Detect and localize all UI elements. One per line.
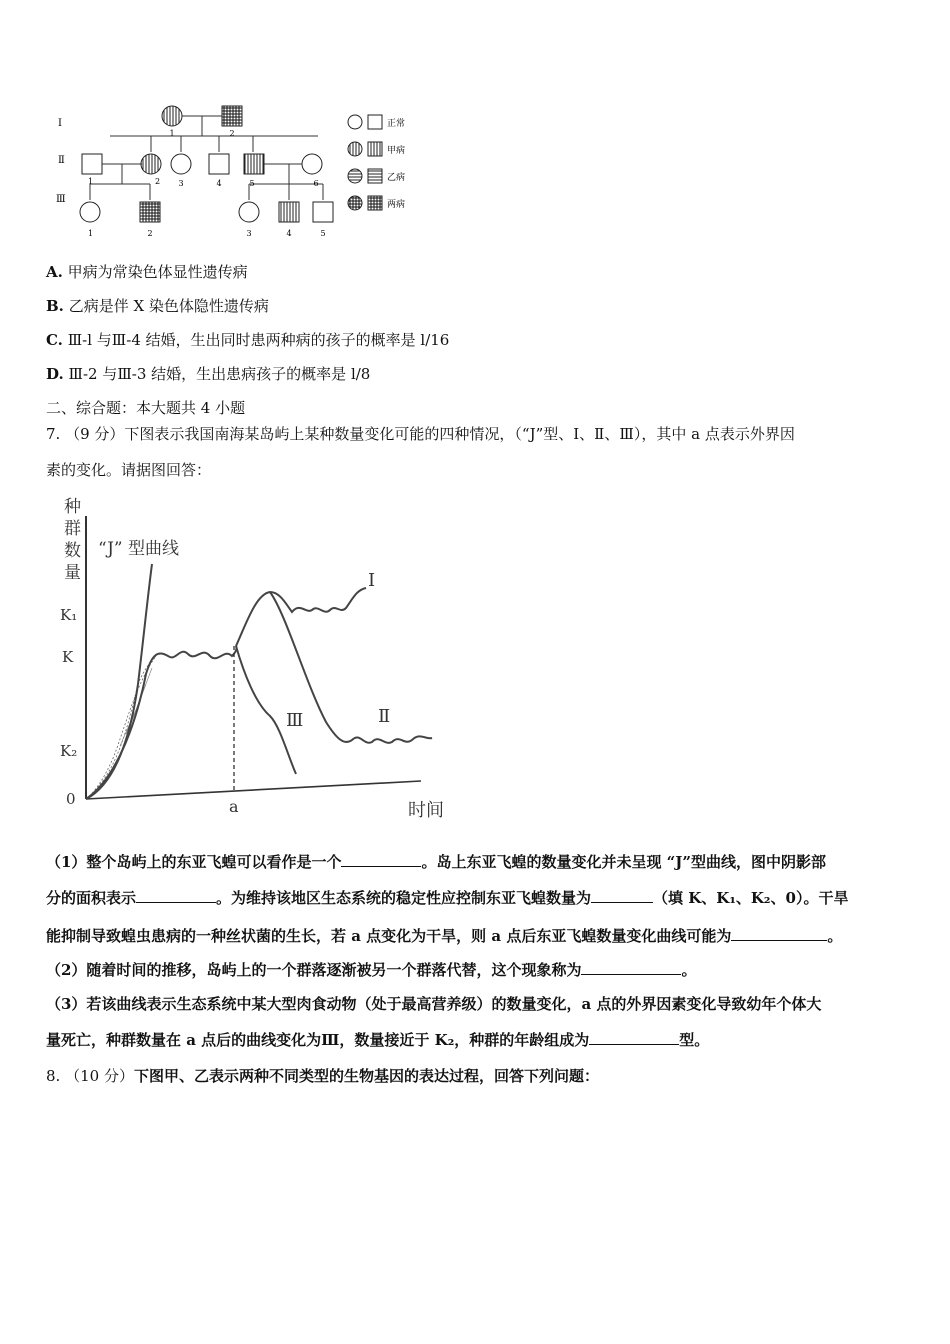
blank-1[interactable] [341, 852, 421, 867]
num-II3: 3 [178, 179, 184, 188]
legend-a-female-icon [348, 142, 362, 156]
option-c-text: Ⅲ-l 与Ⅲ-4 结婚，生出同时患两种病的孩子的概率是 l/16 [67, 331, 450, 349]
q7-intro-line1 [46, 424, 795, 444]
q7-p3-c: 型。 [679, 1031, 710, 1049]
num-III4: 4 [286, 229, 292, 238]
num-II5: 5 [249, 179, 255, 188]
curve-3-label: Ⅲ [286, 710, 304, 731]
legend-a-label: 甲病 [387, 146, 406, 156]
curve-j-label: “J” 型曲线 [98, 539, 179, 559]
curve-s [86, 646, 237, 799]
population-chart [56, 494, 456, 824]
option-b [46, 296, 269, 316]
q7-p3-line2 [46, 1030, 709, 1050]
q7-intro-2: 素的变化。请据图回答： [46, 461, 212, 479]
x-axis [86, 781, 421, 799]
option-a-text: 甲病为常染色体显性遗传病 [67, 263, 248, 281]
ytick-k: K [62, 648, 74, 666]
curve-2-label: Ⅱ [378, 706, 391, 727]
curve-1-label: Ⅰ [368, 570, 376, 591]
ytick-zero: 0 [66, 790, 76, 808]
blank-5[interactable] [581, 960, 681, 975]
person-III3 [239, 202, 259, 222]
q7-p1-b: 。岛上东亚飞蝗的数量变化并未呈现 “J”型曲线，图中阴影部 [421, 853, 827, 871]
blank-2[interactable] [136, 888, 216, 903]
num-II1: 1 [88, 177, 94, 186]
q7-p1-f: 能抑制导致蝗虫患病的一种丝状菌的生长，若 a 点变化为干旱，则 a 点后东亚飞蝗数量变化曲线可能为 [46, 927, 732, 945]
person-III2 [140, 202, 160, 222]
ytick-k1: K₁ [60, 606, 78, 624]
q8-score: （10 分） [65, 1067, 134, 1085]
person-III1 [80, 202, 100, 222]
q7-p3-line1 [46, 994, 821, 1014]
q7-p3-a: （3）若该曲线表示生态系统中某大型肉食动物（处于最高营养级）的数量变化，a 点的外界因素变化导致幼年个体大 [46, 995, 822, 1013]
curve-j [86, 564, 152, 799]
num-III5: 5 [320, 229, 326, 238]
gen-label-3: Ⅲ [56, 194, 66, 205]
num-II2: 2 [155, 177, 161, 186]
legend-normal-female-icon [348, 115, 362, 129]
q8-number: 8. [46, 1067, 61, 1085]
q7-p2-b: 。 [681, 961, 697, 979]
ytick-k2: K₂ [60, 742, 78, 760]
num-III2: 2 [147, 229, 153, 238]
gen-label-2: Ⅱ [58, 155, 65, 166]
option-d-text: Ⅲ-2 与Ⅲ-3 结婚，生出患病孩子的概率是 l/8 [68, 365, 371, 383]
pedigree-chart [46, 98, 436, 244]
legend-both-male-icon [368, 196, 382, 210]
num-I2: 2 [229, 129, 235, 138]
option-b-text: 乙病是伴 X 染色体隐性遗传病 [68, 297, 269, 315]
q8-text: 下图甲、乙表示两种不同类型的生物基因的表达过程，回答下列问题： [133, 1067, 599, 1085]
num-III1: 1 [88, 229, 94, 238]
q7-p1-line2 [46, 888, 848, 908]
xtick-a: a [229, 797, 239, 816]
blank-6[interactable] [589, 1030, 679, 1045]
person-II4 [209, 154, 229, 174]
person-II5 [244, 154, 264, 174]
option-c-letter: C. [46, 331, 63, 349]
option-a [46, 262, 248, 282]
num-III3: 3 [246, 229, 252, 238]
option-c [46, 330, 449, 350]
legend-a-male-icon [368, 142, 382, 156]
option-d-letter: D. [46, 365, 64, 383]
legend-both-female-icon [348, 196, 362, 210]
q7-p1-e: （填 K、K₁、K₂、0）。干旱 [653, 889, 849, 907]
person-III4 [279, 202, 299, 222]
option-d [46, 364, 370, 384]
num-II4: 4 [216, 179, 222, 188]
curve-1 [236, 588, 366, 646]
gen-label-1: Ⅰ [58, 118, 62, 129]
option-b-letter: B. [46, 297, 64, 315]
legend-both-label: 两病 [387, 200, 406, 210]
person-I1 [162, 106, 182, 126]
legend [348, 115, 405, 210]
num-I1: 1 [169, 129, 175, 138]
q7-p2-a: （2）随着时间的推移，岛屿上的一个群落逐渐被另一个群落代替，这个现象称为 [46, 961, 582, 979]
q7-p1-d: 。为维持该地区生态系统的稳定性应控制东亚飞蝗数量为 [216, 889, 592, 907]
q7-p1-a: （1）整个岛屿上的东亚飞蝗可以看作是一个 [46, 853, 342, 871]
person-II3 [171, 154, 191, 174]
person-II2 [141, 154, 161, 174]
blank-4[interactable] [731, 926, 827, 941]
q7-p2-line [46, 960, 696, 980]
q8-line [46, 1066, 599, 1086]
person-I2 [222, 106, 242, 126]
legend-b-label: 乙病 [387, 173, 406, 183]
q7-intro-1: 下图表示我国南海某岛屿上某种数量变化可能的四种情况，（“J”型、Ⅰ、Ⅱ、Ⅲ），其中 a 点表示外界因 [124, 425, 795, 443]
option-a-letter: A. [46, 263, 63, 281]
q7-score: （9 分） [65, 425, 125, 443]
legend-b-female-icon [348, 169, 362, 183]
legend-b-male-icon [368, 169, 382, 183]
y-axis-label: 种群数量 [64, 497, 81, 583]
q7-p1-line3 [46, 926, 842, 946]
person-II1 [82, 154, 102, 174]
x-axis-label: 时间 [408, 800, 444, 821]
q7-number: 7. [46, 425, 61, 443]
q7-p1-line1 [46, 852, 826, 872]
num-II6: 6 [313, 179, 319, 188]
person-II6 [302, 154, 322, 174]
person-III5 [313, 202, 333, 222]
section-title: 二、综合题：本大题共 4 小题 [46, 399, 246, 417]
q7-p1-c: 分的面积表示 [46, 889, 137, 907]
q7-p3-b: 量死亡，种群数量在 a 点后的曲线变化为Ⅲ，数量接近于 K₂，种群的年龄组成为 [46, 1031, 590, 1049]
q7-p1-g: 。 [827, 927, 843, 945]
blank-3[interactable] [591, 888, 653, 903]
legend-normal-male-icon [368, 115, 382, 129]
legend-normal-label: 正常 [387, 119, 406, 129]
